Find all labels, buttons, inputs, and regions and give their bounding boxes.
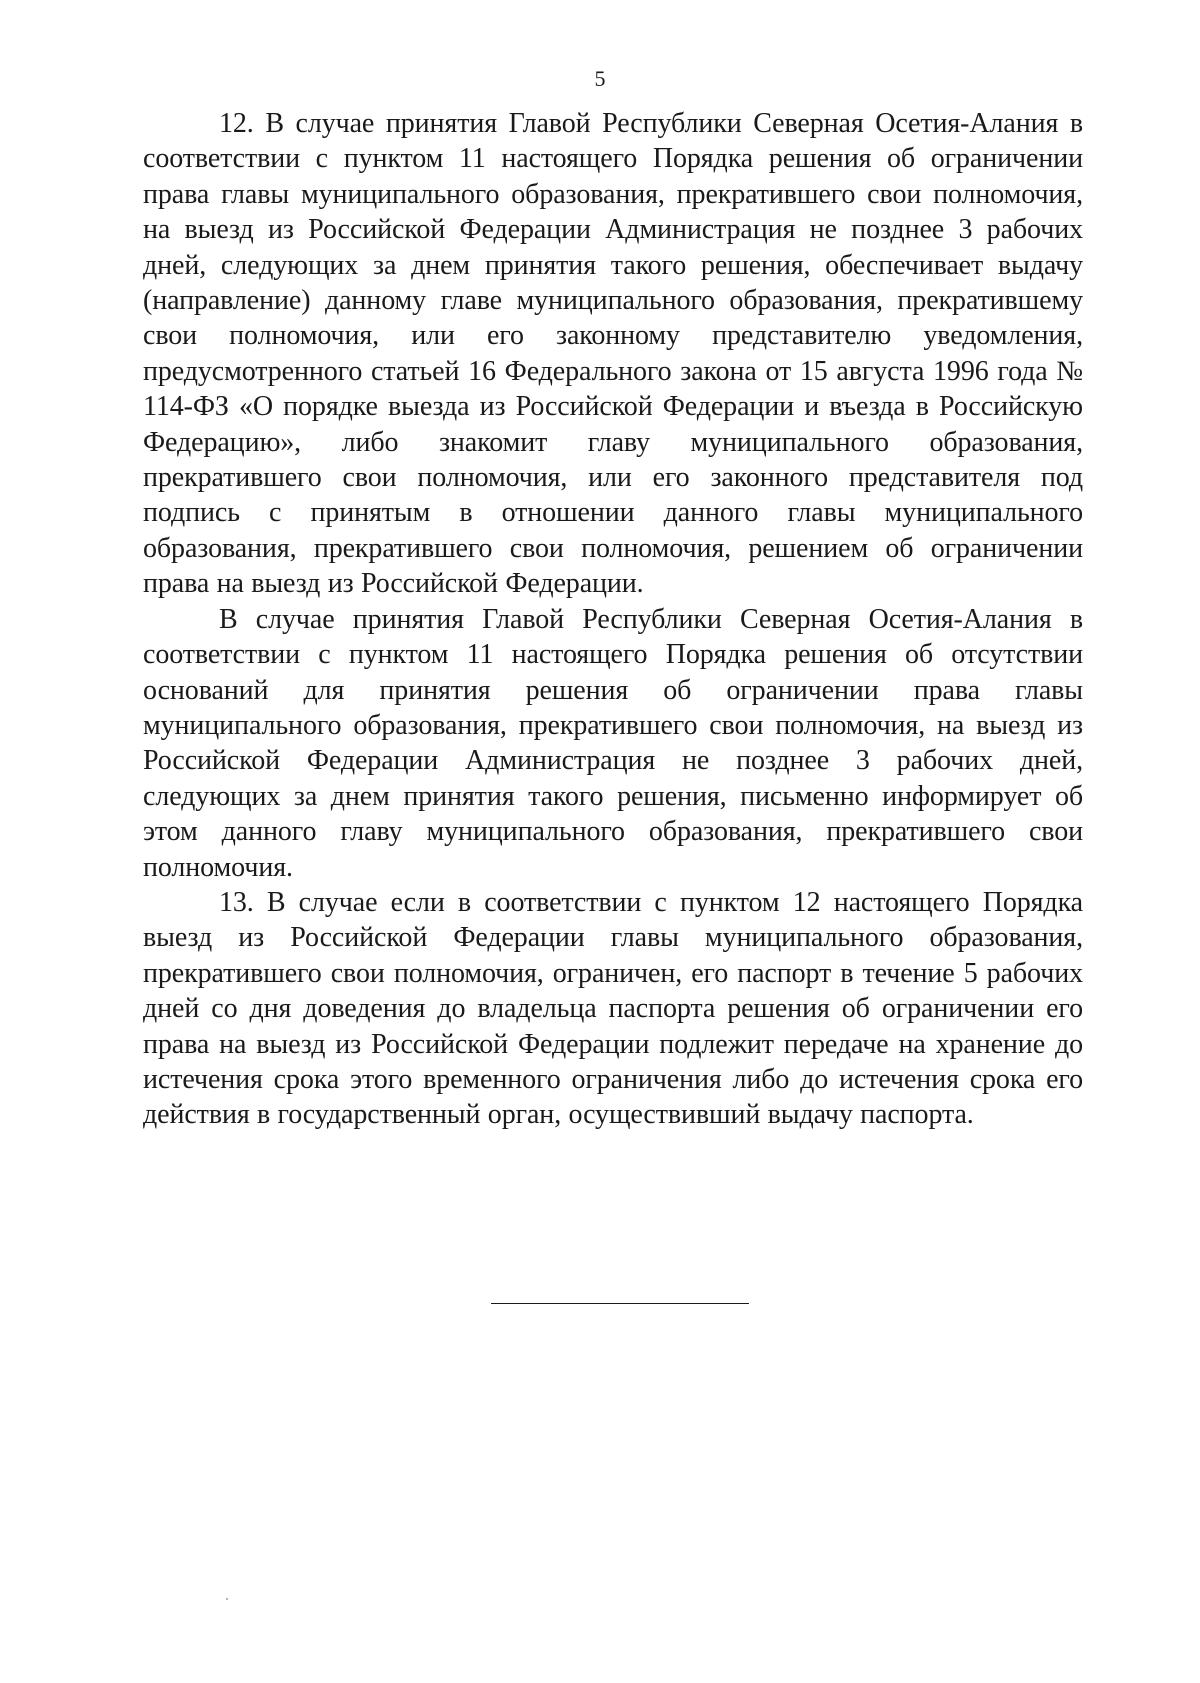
scan-speck	[226, 1598, 228, 1600]
paragraph-13: 13. В случае если в соответствии с пунктом 12 настоящего Порядка выезд из Российской Федерации главы муниципального образования, прекратившего свои полномочия, ограничен, его паспорт в течение 5 рабочих дней со дня доведения до владельца паспорта решения об ограничении его права на выезд из Российской Федерации подлежит передаче на хранение до истечения срока этого временного ограничения либо до истечения срока его действия в государственный орган, осуществивший выдачу паспорта.	[143, 886, 1083, 1131]
document-body	[143, 106, 1083, 1133]
paragraph-12: 12. В случае принятия Главой Республики Северная Осетия-Алания в соответствии с пунктом 11 настоящего Порядка решения об ограничении права главы муниципального образования, прекратившего свои полномочия, на выезд из Российской Федерации Администрация не позднее 3 рабочих дней, следующих за днем принятия такого решения, обеспечивает выдачу (направление) данному главе муниципального образования, прекратившему свои полномочия, или его законному представителю уведомления, предусмотренного статьей 16 Федерального закона от 15 августа 1996 года № 114-ФЗ «О порядке выезда из Российской Федерации и въезда в Российскую Федерацию», либо знакомит главу муниципального образования, прекратившего свои полномочия, или его законного представителя под подпись с принятым в отношении данного главы муниципального образования, прекратившего свои полномочия, решением об ограничении права на выезд из Российской Федерации.	[143, 108, 1083, 600]
paragraph-12-continued: В случае принятия Главой Республики Северная Осетия-Алания в соответствии с пунктом 11 настоящего Порядка решения об отсутствии оснований для принятия решения об ограничении права главы муниципального образования, прекратившего свои полномочия, на выезд из Российской Федерации Администрация не позднее 3 рабочих дней, следующих за днем принятия такого решения, письменно информирует об этом данного главу муниципального образования, прекратившего свои полномочия.	[143, 603, 1083, 883]
end-of-document-rule	[491, 1303, 749, 1304]
page-number: 5	[594, 66, 606, 91]
